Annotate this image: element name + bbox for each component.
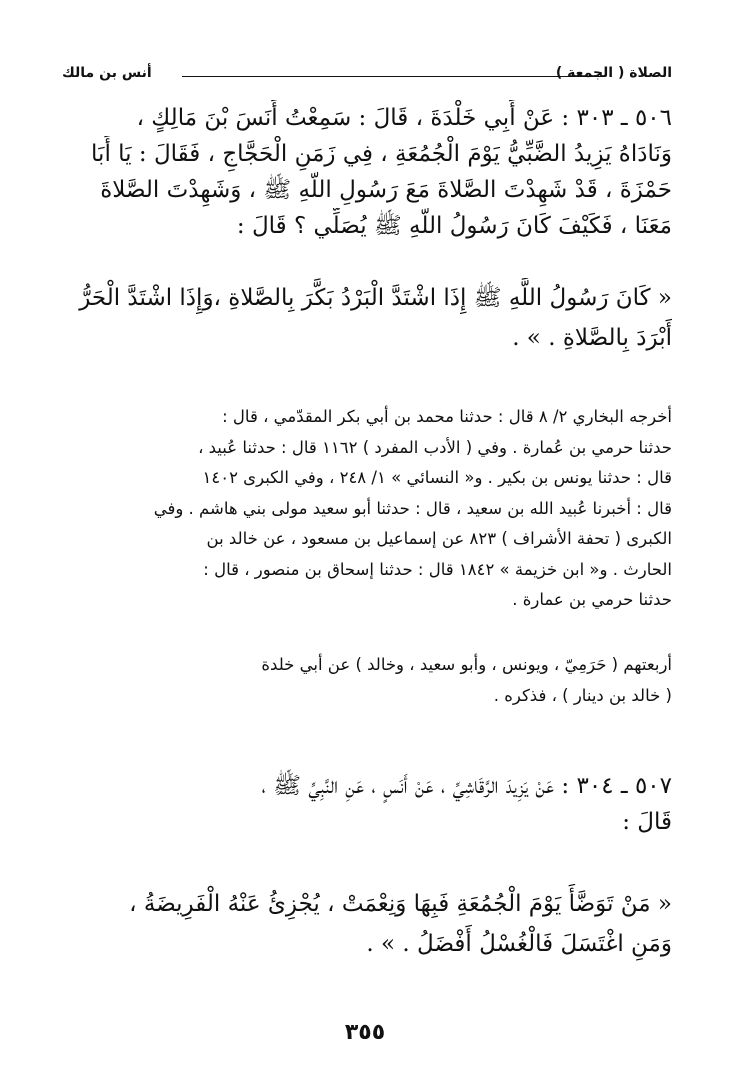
text-line: أَبْرَدَ بِالصَّلاةِ . » . [512,325,672,351]
text-line: قَالَ : [622,809,672,835]
text-line: حدثنا حرمي بن عُمارة . وفي ( الأدب المفرد ) ١١٦٢ قال : حدثنا عُبيد ، [198,437,672,457]
hadith-506-takhrij [62,402,672,616]
text-line: وَنَادَاهُ يَزِيدُ الضَّبِّيُّ يَوْمَ الْجُمُعَةِ ، فِي زَمَنِ الْحَجَّاجِ ، فَقَالَ : يَا أَبَا [91,141,672,167]
hadith-507-isnad [62,768,672,840]
text-line: ٥٠٧ ـ ٣٠٤ : عَنْ يَزِيدَ الرَّقَاشِيِّ ، عَنْ أَنَسٍ ، عَنِ النَّبِيِّ ﷺ ، [261,773,672,799]
hadith-506-isnad [62,100,672,244]
text-line: حَمْزَةَ ، قَدْ شَهِدْتَ الصَّلاةَ مَعَ رَسُولِ اللَّهِ ﷺ ، وَشَهِدْتَ الصَّلاةَ [100,177,672,203]
text-line: أخرجه البخاري ٢/ ٨ قال : حدثنا محمد بن أبي بكر المقدّمي ، قال : [222,407,672,426]
hadith-506-matn [62,278,672,358]
text-line: « كَانَ رَسُولُ اللَّهِ ﷺ إِذَا اشْتَدَّ الْبَرْدُ بَكَّرَ بِالصَّلاةِ ،وَإِذَا اشْتَدَّ الْحَرُّ [79,285,672,311]
running-header [62,64,672,88]
text-line: « مَنْ تَوَضَّأَ يَوْمَ الْجُمُعَةِ فَبِهَا وَنِعْمَتْ ، يُجْزِئُ عَنْهُ الْفَرِيضَةُ ، [129,891,672,917]
text-line: وَمَنِ اغْتَسَلَ فَالْغُسْلُ أَفْضَلُ . » . [366,931,672,957]
text-line: قال : أخبرنا عُبيد الله بن سعيد ، قال : حدثنا أبو سعيد مولى بني هاشم . وفي [153,498,672,518]
hadith-507-matn [62,884,672,964]
text-line: الحارث . و« ابن خزيمة » ١٨٤٢ قال : حدثنا إسحاق بن منصور ، قال : [203,559,672,579]
text-line: مَعَنَا ، فَكَيْفَ كَانَ رَسُولُ اللَّهِ ﷺ يُصَلِّي ؟ قَالَ : [236,213,672,239]
text-line: الكبرى ( تحفة الأشراف ) ٨٢٣ عن إسماعيل بن مسعود ، عن خالد بن [206,529,672,548]
header-chapter: الصلاة ( الجمعة ) [555,65,672,81]
page-number: ٣٥٥ [344,1020,386,1045]
text-line: ٥٠٦ ـ ٣٠٣ : عَنْ أَبِي خَلْدَةَ ، قَالَ : سَمِعْتُ أَنَسَ بْنَ مَالِكٍ ، [136,105,672,131]
text-line: قال : حدثنا يونس بن بكير . و« النسائي » ١/ ٢٤٨ ، وفي الكبرى ١٤٠٢ [202,468,672,487]
header-narrator: أنس بن مالك [62,65,152,81]
header-rule [182,76,604,77]
text-line: أربعتهم ( حَرَمِيّ ، ويونس ، وأبو سعيد ، وخالد ) عن أبي خلدة [261,655,672,674]
hadith-506-note [62,650,672,711]
text-line: حدثنا حرمي بن عمارة . [512,590,672,609]
text-line: ( خالد بن دينار ) ، فذكره . [493,685,672,705]
